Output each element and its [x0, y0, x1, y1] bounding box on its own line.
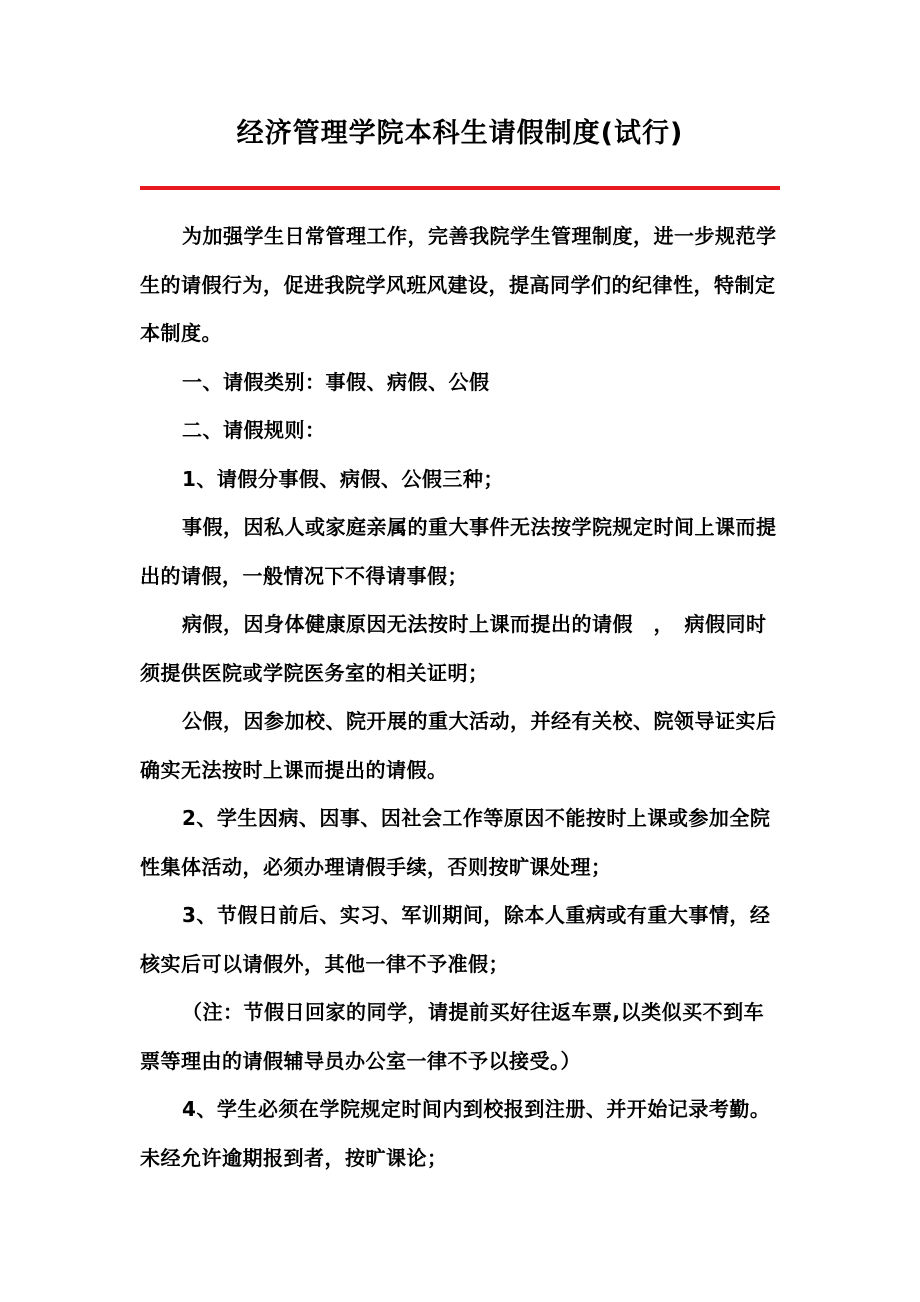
document-body: [140, 212, 780, 1182]
sick-leave-definition: 病假，因身体健康原因无法按时上课而提出的请假 ， 病假同时须提供医院或学院医务室的相关证明；: [140, 612, 767, 685]
intro-paragraph: 为加强学生日常管理工作，完善我院学生管理制度，进一步规范学生的请假行为，促进我院学风班风建设，提高同学们的纪律性，特制定本制度。: [140, 224, 777, 345]
rule-1: 1、请假分事假、病假、公假三种；: [182, 466, 504, 491]
title-divider: [140, 186, 780, 190]
personal-leave-definition: 事假，因私人或家庭亲属的重大事件无法按学院规定时间上课而提出的请假，一般情况下不得请事假；: [140, 515, 777, 588]
section-one-heading: 一、请假类别：事假、病假、公假: [182, 369, 490, 394]
document-title: 经济管理学院本科生请假制度(试行): [236, 118, 684, 149]
rule-4: 4、学生必须在学院规定时间内到校报到注册、并开始记录考勤。未经允许逾期报到者，按旷课论；: [140, 1097, 771, 1170]
official-leave-definition: 公假，因参加校、院开展的重大活动，并经有关校、院领导证实后确实无法按时上课而提出的请假。: [140, 709, 777, 782]
holiday-note: （注：节假日回家的同学，请提前买好往返车票,以类似买不到车票等理由的请假辅导员办公室一律不予以接受。）: [140, 1000, 765, 1073]
rule-3: 3、节假日前后、实习、军训期间，除本人重病或有重大事情，经核实后可以请假外，其他一律不予准假；: [140, 903, 771, 976]
rule-2: 2、学生因病、因事、因社会工作等原因不能按时上课或参加全院性集体活动，必须办理请假手续，否则按旷课处理；: [140, 806, 771, 879]
section-two-heading: 二、请假规则：: [182, 418, 326, 442]
